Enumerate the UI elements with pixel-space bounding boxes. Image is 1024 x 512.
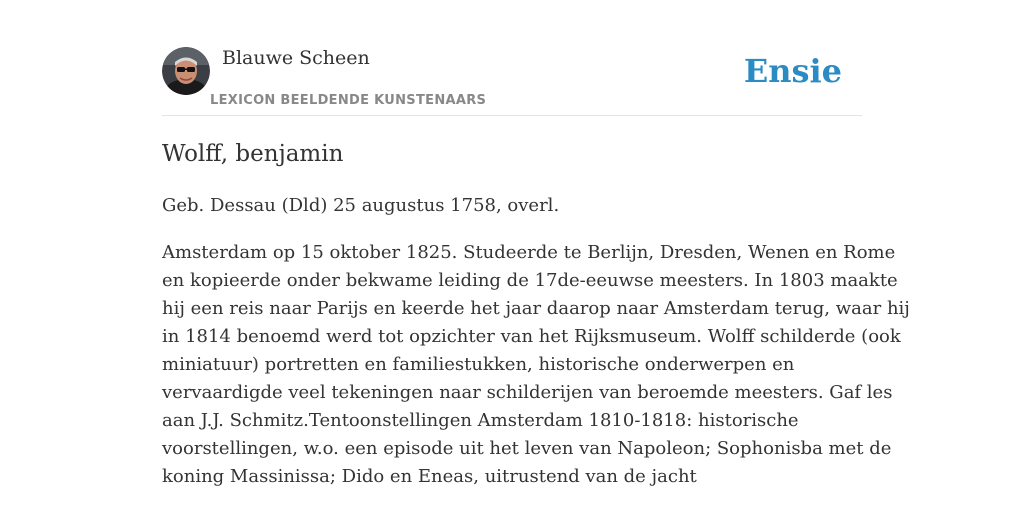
author-name[interactable]: Blauwe Scheen: [222, 47, 370, 69]
paragraph-line: miniatuur) portretten en familiestukken, historische onderwerpen en: [162, 354, 795, 375]
paragraph-line: vervaardigde veel tekeningen naar schilderijen van beroemde meesters. Gaf les: [162, 382, 893, 403]
paragraph-line: Amsterdam op 15 oktober 1825. Studeerde te Berlijn, Dresden, Wenen en Rome: [162, 242, 896, 263]
paragraph-line: en kopieerde onder bekwame leiding de 17de-eeuwse meesters. In 1803 maakte: [162, 270, 898, 291]
header-divider: [162, 115, 862, 116]
article-title: Wolff, benjamin: [162, 141, 344, 167]
paragraph-line: in 1814 benoemd werd tot opzichter van het Rijksmuseum. Wolff schilderde (ook: [162, 326, 901, 347]
paragraph-line: voorstellingen, w.o. een episode uit het leven van Napoleon; Sophonisba met de: [162, 438, 892, 459]
paragraph-line: aan J.J. Schmitz.Tentoonstellingen Amsterdam 1810-1818: historische: [162, 410, 799, 431]
author-avatar[interactable]: [162, 47, 210, 95]
paragraph-line: koning Massinissa; Dido en Eneas, uitrustend van de jacht: [162, 466, 697, 487]
brand-logo[interactable]: Ensie: [743, 52, 842, 90]
category-label[interactable]: LEXICON BEELDENDE KUNSTENAARS: [210, 93, 487, 108]
page-header: [162, 46, 862, 116]
paragraph-line: hij een reis naar Parijs en keerde het jaar daarop naar Amsterdam terug, waar hij: [162, 298, 910, 319]
article-paragraph-1: Geb. Dessau (Dld) 25 augustus 1758, overl.: [162, 195, 560, 216]
article-paragraph-2: [162, 239, 910, 491]
